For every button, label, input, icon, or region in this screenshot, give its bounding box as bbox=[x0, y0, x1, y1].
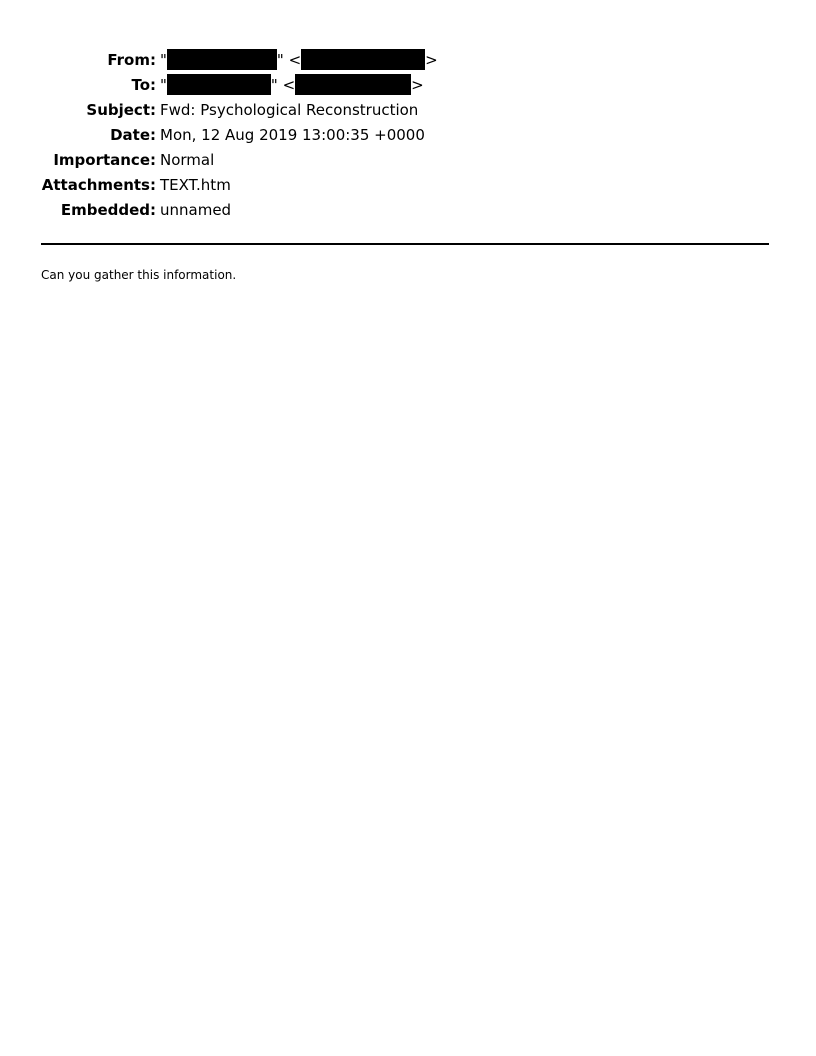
importance-value: Normal bbox=[160, 151, 215, 169]
subject-row bbox=[0, 98, 816, 123]
from-quote-close: " bbox=[276, 51, 284, 69]
embedded-label: Embedded: bbox=[60, 201, 156, 219]
to-address-redaction bbox=[295, 74, 411, 95]
to-name-redaction bbox=[167, 74, 271, 95]
attachments-value[interactable]: TEXT.htm bbox=[160, 176, 231, 194]
importance-row bbox=[0, 148, 816, 173]
to-angle-close: > bbox=[411, 76, 424, 94]
email-header bbox=[0, 48, 816, 223]
to-angle-open: < bbox=[282, 76, 296, 94]
to-label: To: bbox=[131, 76, 156, 94]
date-label: Date: bbox=[110, 126, 156, 144]
email-body-text: Can you gather this information. bbox=[41, 268, 237, 282]
attachments-row bbox=[0, 173, 816, 198]
from-name-redaction bbox=[167, 49, 277, 70]
subject-label: Subject: bbox=[86, 101, 156, 119]
to-row bbox=[0, 73, 816, 98]
to-quote-close: " bbox=[270, 76, 278, 94]
header-divider bbox=[41, 243, 769, 245]
embedded-value[interactable]: unnamed bbox=[160, 201, 232, 219]
importance-label: Importance: bbox=[53, 151, 156, 169]
from-angle-open: < bbox=[288, 51, 302, 69]
date-value: Mon, 12 Aug 2019 13:00:35 +0000 bbox=[160, 126, 425, 144]
from-label: From: bbox=[107, 51, 156, 69]
embedded-row bbox=[0, 198, 816, 223]
to-value bbox=[160, 73, 424, 98]
from-row bbox=[0, 48, 816, 73]
from-address-redaction bbox=[301, 49, 425, 70]
from-quote-open: " bbox=[160, 51, 167, 69]
to-quote-open: " bbox=[160, 76, 167, 94]
attachments-label: Attachments: bbox=[41, 176, 156, 194]
subject-value: Fwd: Psychological Reconstruction bbox=[160, 101, 419, 119]
from-angle-close: > bbox=[425, 51, 438, 69]
date-row bbox=[0, 123, 816, 148]
from-value bbox=[160, 48, 438, 73]
